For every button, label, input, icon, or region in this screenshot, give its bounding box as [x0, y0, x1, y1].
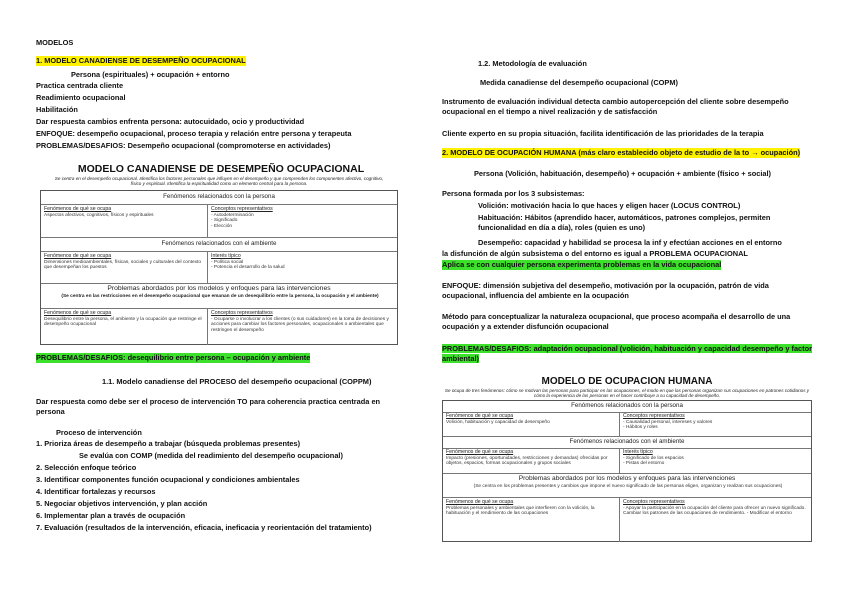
box-1-sec3-sub: (Se centra en las restricciones en el desempeño ocupacional que emanan de un desequilibrio entre la persona, la ocupación y el ambiente)	[61, 294, 379, 299]
box-2-sec3-left: Fenómenos de qué se ocupa Problemas personales y ambientales que interfieren con la volición, la habituación y el rendimiento de las ocupaciones	[446, 499, 595, 517]
section-2-apply: Aplica se con cualquier persona experimenta problemas en la vida ocupacional	[442, 260, 722, 269]
step-item: 2. Selección enfoque teórico	[36, 463, 137, 472]
step-item: 6. Implementar plan a través de ocupación	[36, 511, 186, 520]
box-2-sec2-header: Fenómenos relacionados con el ambiente	[569, 438, 685, 445]
document-title: MODELOS	[36, 38, 74, 47]
section-1-2-text: Instrumento de evaluación individual detecta cambio autopercepción del cliente sobre desempeño ocupacional en el tiempo a nivel realización y de satisfacción	[442, 97, 789, 116]
box-1-subtitle: Se centra en el desempeño ocupacional. Identifica los factores personales que influyen en el desempeño y que comprenden los componentes afectivo, cognitivo, físico y espiritual. Identifica la espiritualidad como un elemento central para la persona.	[54, 176, 384, 187]
section-1-line: PROBLEMAS/DESAFIOS: Desempeño ocupacional (compromoterse en actividades)	[36, 141, 331, 150]
box-2-sec3-sub: (Se centra en los problemas presentes y cambios que impone el nuevo significado de las personas eligen, organizan y realizan sus ocupaciones)	[473, 484, 783, 489]
section-2-intro: Persona formada por los 3 subsistemas:	[442, 189, 585, 198]
step-item: 4. Identificar fortalezas y recursos	[36, 487, 156, 496]
box-2-sec1-right: Conceptos representativos - Causalidad personal, intereses y valores - Hábitos y roles	[623, 413, 713, 431]
box-2-title: MODELO DE OCUPACION HUMANA	[541, 376, 713, 387]
section-1-line: Readimiento ocupacional	[36, 93, 126, 102]
box-2-table	[442, 400, 812, 542]
section-2-problems: PROBLEMAS/DESAFIOS: adaptación ocupacional (volición, habituación y capacidad desempeño y factor ambiental)	[442, 344, 813, 363]
section-1-line: ENFOQUE: desempeño ocupacional, proceso terapia y relación entre persona y terapeuta	[36, 129, 352, 138]
step-item: 1. Prioriza áreas de desempeño a trabajar (búsqueda problemas presentes)	[36, 439, 301, 448]
box-1-sec3-right: Conceptos representativos - Ocuparse o involucrar a los clientes (o sus cuidadores) en la toma de decisiones y acciones para cambiar los factores personales, ocupacionales o ambientales que restringen el desempeño	[211, 310, 389, 333]
box-2-sec2-left: Fenómenos de qué se ocupa Impacto (presiones, oportunidades, restricciones y demandas) ofrecidas por objetos, espacios, formas ocupacionales y grupos sociales	[446, 449, 608, 467]
section-1-line: Practica centrada cliente	[36, 81, 124, 90]
box-1-sec2-right: Interés típico - Política social - Potencia el desarrollo de la salud	[211, 253, 285, 271]
box-1-sec2-header: Fenómenos relacionados con el ambiente	[161, 240, 277, 247]
box-2-sec1-header: Fenómenos relacionados con la persona	[571, 402, 683, 409]
section-2-heading: 2. MODELO DE OCUPACIÓN HUMANA (más claro establecido objeto de estudio de la to → ocupación)	[442, 148, 801, 157]
box-2-sec1-left: Fenómenos de qué se ocupa Volición, habituación y capacidad de desempeño	[446, 413, 550, 425]
section-2-method: Método para conceptualizar la naturaleza ocupacional, que proceso acompaña el desarrollo de una ocupación y a extender disfunción ocupacional	[442, 312, 791, 331]
section-1-2-subheading: Medida canadiense del desempeño ocupacional (COPM)	[480, 78, 678, 87]
subsystem-item: Desempeño: capacidad y habilidad se procesa la inf y efectúan acciones en el entorno	[478, 238, 782, 247]
box-1-sec3-header: Problemas abordados por los modelos y enfoques para las intervenciones	[107, 285, 331, 292]
box-1-sec1-left: Fenómenos de qué se ocupa Aspectos afectivos, cognitivos, físicos y espirituales	[44, 206, 154, 218]
section-1-1-process: Proceso de intervención	[56, 428, 142, 437]
section-2-formula: Persona (Volición, habituación, desempeño) + ocupación + ambiente (físico + social)	[474, 169, 771, 178]
section-1-2-heading: 1.2. Metodología de evaluación	[478, 59, 587, 68]
section-1-formula: Persona (espirituales) + ocupación + entorno	[71, 70, 230, 79]
step-item: 7. Evaluación (resultados de la intervención, eficacia, ineficacia y reorientación del tratamiento)	[36, 523, 372, 532]
box-1-title: MODELO CANADIENSE DE DESEMPEÑO OCUPACIONAL	[77, 163, 365, 175]
section-1-line: Dar respuesta cambios enfrenta persona: autocuidado, ocio y productividad	[36, 117, 305, 126]
box-2-sec2-right: Interés típico - Significado de los espacios - Pistas del entorno	[623, 449, 684, 467]
section-1-2-text-2: Cliente experto en su propia situación, facilita identificación de las prioridades de la terapia	[442, 129, 764, 138]
section-1-line: Habilitación	[36, 105, 78, 114]
box-1-sec3-left: Fenómenos de qué se ocupa Desequilibrio entre la persona, el ambiente y la ocupación que restringe el desempeño ocupacional	[44, 310, 202, 328]
section-2-focus: ENFOQUE: dimensión subjetiva del desempeño, motivación por la ocupación, patrón de vida ocupacional, influencia del ambiente en la ocupación	[442, 281, 769, 300]
box-2-sec3-header: Problemas abordados por los modelos y enfoques para las intervenciones	[518, 475, 736, 482]
subsystem-item: Habituación: Hábitos (aprendido hacer, automáticos, patrones complejos, permiten funcionalidad en día a día), roles (quien es uno)	[478, 213, 771, 232]
step-item: 5. Negociar objetivos intervención, y plan acción	[36, 499, 208, 508]
section-1-heading: 1. MODELO CANADIENSE DE DESEMPEÑO OCUPACIONAL	[36, 56, 246, 65]
box-1-table	[40, 190, 398, 345]
section-1-1-heading: 1.1. Modelo canadiense del PROCESO del desempeño ocupacional (COPPM)	[102, 377, 372, 386]
section-1-problems: PROBLEMAS/DESAFIOS: desequilibrio entre persona – ocupación y ambiente	[36, 353, 311, 362]
section-2-dysfunction: la disfunción de algún subsistema o del entorno es igual a PROBLEMA OCUPACIONAL	[442, 249, 748, 258]
box-2-subtitle: Se ocupa de tres fenómenos: cómo se motivan las personas para participar en las ocupaciones, el modo en que las personas organizan sus ocupaciones en patrones cotidianos y cómo la experiencia de las personas en el hacer contribuye a su capacidad de desempeño.	[444, 388, 810, 399]
box-1-sec1-right: Conceptos representativos - Autodeterminación - Significado - Elección	[211, 206, 273, 229]
section-1-1-text: Dar respuesta como debe ser el proceso de intervención TO para coherencia practica centrada en persona	[36, 397, 381, 416]
box-1-sec2-left: Fenómenos de qué se ocupa Dimensiones medioambientales, físicas, sociales y culturales del contexto que desempeñan los puestos	[44, 253, 202, 271]
box-2-sec3-right: Conceptos representativos - Apoyar la participación en la ocupación del cliente para ofrecer un nuevo significado. Cambiar los patrones de las ocupaciones de rendimiento. - Modificar el entorno	[623, 499, 806, 517]
step-item: Se evalúa con COMP (medida del readimiento del desempeño ocupacional)	[79, 451, 343, 460]
step-item: 3. Identificar componentes función ocupacional y condiciones ambientales	[36, 475, 300, 484]
subsystem-item: Volición: motivación hacia lo que haces y eligen hacer (LOCUS CONTROL)	[478, 201, 741, 210]
box-1-sec1-header: Fenómenos relacionados con la persona	[163, 193, 275, 200]
